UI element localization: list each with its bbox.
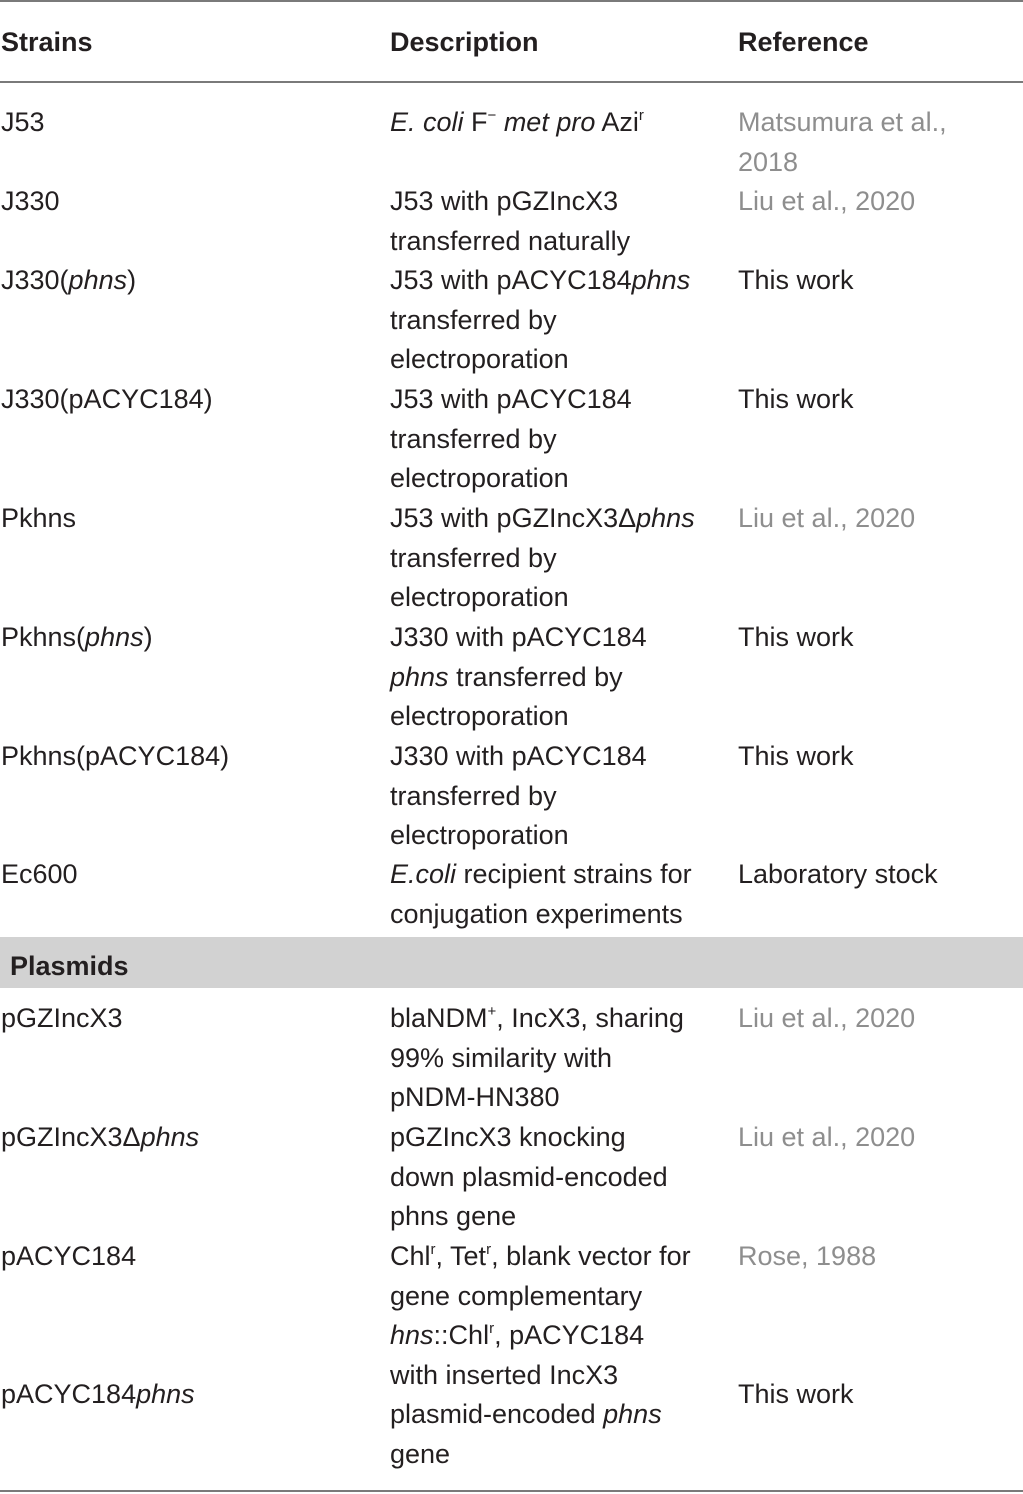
plasmids-section-bar <box>0 937 1023 988</box>
plasmid-desc-pgzincx3 <box>390 999 720 1118</box>
strain-ref-j330-phns: This work <box>738 265 854 295</box>
strain-ref-pkhns: Liu et al., 2020 <box>738 503 916 533</box>
plasmid-desc-pacyc184-phns <box>390 1316 720 1474</box>
plasmid-name-pgzincx3: pGZIncX3 <box>1 1003 123 1033</box>
desc-line: electroporation <box>390 701 569 732</box>
plasmid-ref-pgzincx3: Liu et al., 2020 <box>738 1003 916 1033</box>
strain-ref-ec600: Laboratory stock <box>738 859 938 889</box>
header-reference: Reference <box>738 27 869 57</box>
strain-desc-pkhns-pacyc184 <box>390 737 720 856</box>
plasmid-ref-pacyc184-phns: This work <box>738 1379 854 1409</box>
strain-ref-pkhns-pacyc184: This work <box>738 741 854 771</box>
desc-line: gene complementary <box>390 1280 643 1311</box>
strain-name-j330-phns: J330(phns) <box>1 265 137 295</box>
strain-ref-pkhns-phns: This work <box>738 622 854 652</box>
ref-line: Matsumura et al., <box>738 107 947 137</box>
header-rule <box>0 81 1023 83</box>
desc-line: plasmid-encoded phns <box>390 1399 662 1430</box>
strain-desc-pkhns <box>390 499 720 618</box>
desc-line: electroporation <box>390 344 569 375</box>
desc-line: E. coli F− met pro Azi$^r$ <box>390 107 644 137</box>
strain-name-pkhns-phns: Pkhns(phns) <box>1 622 153 652</box>
strain-desc-pkhns-phns <box>390 618 720 737</box>
desc-line: E.coli recipient strains for <box>390 859 692 889</box>
desc-line: J53 with pGZIncX3 <box>390 186 619 216</box>
strain-name-j53: J53 <box>1 107 45 137</box>
desc-line: electroporation <box>390 820 569 851</box>
desc-line: J53 with pGZIncX3Δphns <box>390 503 695 533</box>
strain-ref-j330-pacyc184: This work <box>738 384 854 414</box>
desc-line: J330 with pACYC184 <box>390 622 647 652</box>
plasmid-ref-pacyc184: Rose, 1988 <box>738 1241 877 1271</box>
strain-ref-j53 <box>738 103 1023 182</box>
strain-name-j330: J330 <box>1 186 60 216</box>
plasmid-ref-pgzincx3-delta-phns: Liu et al., 2020 <box>738 1122 916 1152</box>
desc-line: electroporation <box>390 582 569 613</box>
desc-line: conjugation experiments <box>390 898 683 929</box>
desc-line: phns gene <box>390 1201 517 1232</box>
desc-line: Chl$^r$, Tet$^r$, blank vector for <box>390 1241 691 1271</box>
desc-line: with inserted IncX3 <box>390 1359 619 1390</box>
strain-name-ec600: Ec600 <box>1 859 78 889</box>
header-description: Description <box>390 27 539 57</box>
plasmid-desc-pgzincx3-delta-phns <box>390 1118 720 1237</box>
plasmid-name-pacyc184-phns: pACYC184phns <box>1 1379 195 1409</box>
ref-line: 2018 <box>738 146 799 177</box>
plasmids-section-label: Plasmids <box>10 951 129 981</box>
strain-desc-j53 <box>390 103 720 143</box>
plasmid-name-pacyc184: pACYC184 <box>1 1241 137 1271</box>
strain-ref-j330: Liu et al., 2020 <box>738 186 916 216</box>
strain-desc-j330 <box>390 182 720 261</box>
top-rule <box>0 0 1023 2</box>
desc-line: down plasmid-encoded <box>390 1161 668 1192</box>
strain-name-j330-pacyc184: J330(pACYC184) <box>1 384 213 414</box>
strain-desc-j330-phns <box>390 261 720 380</box>
plasmid-name-pgzincx3-delta-phns: pGZIncX3Δphns <box>1 1122 200 1152</box>
strain-desc-j330-pacyc184 <box>390 380 720 499</box>
desc-line: pGZIncX3 knocking <box>390 1122 626 1152</box>
desc-line: J53 with pACYC184 <box>390 384 632 414</box>
strain-name-pkhns: Pkhns <box>1 503 77 533</box>
desc-line: hns::Chl$^r$, pACYC184 <box>390 1320 645 1350</box>
desc-line: transferred naturally <box>390 225 631 256</box>
desc-line: transferred by <box>390 780 557 811</box>
desc-line: J53 with pACYC184phns <box>390 265 691 295</box>
desc-line: J330 with pACYC184 <box>390 741 647 771</box>
strain-desc-ec600 <box>390 855 720 934</box>
desc-line: transferred by <box>390 542 557 573</box>
desc-line: electroporation <box>390 463 569 494</box>
desc-line: 99% similarity with <box>390 1042 613 1073</box>
header-strains: Strains <box>1 27 93 57</box>
desc-line: transferred by <box>390 304 557 335</box>
desc-line: transferred by <box>390 423 557 454</box>
desc-line: gene <box>390 1438 451 1469</box>
desc-line: blaNDM+, IncX3, sharing <box>390 1003 684 1033</box>
strain-name-pkhns-pacyc184: Pkhns(pACYC184) <box>1 741 230 771</box>
desc-line: phns transferred by <box>390 661 623 692</box>
plasmid-desc-pacyc184 <box>390 1237 720 1316</box>
desc-line: pNDM-HN380 <box>390 1082 560 1113</box>
bottom-rule <box>0 1490 1023 1492</box>
